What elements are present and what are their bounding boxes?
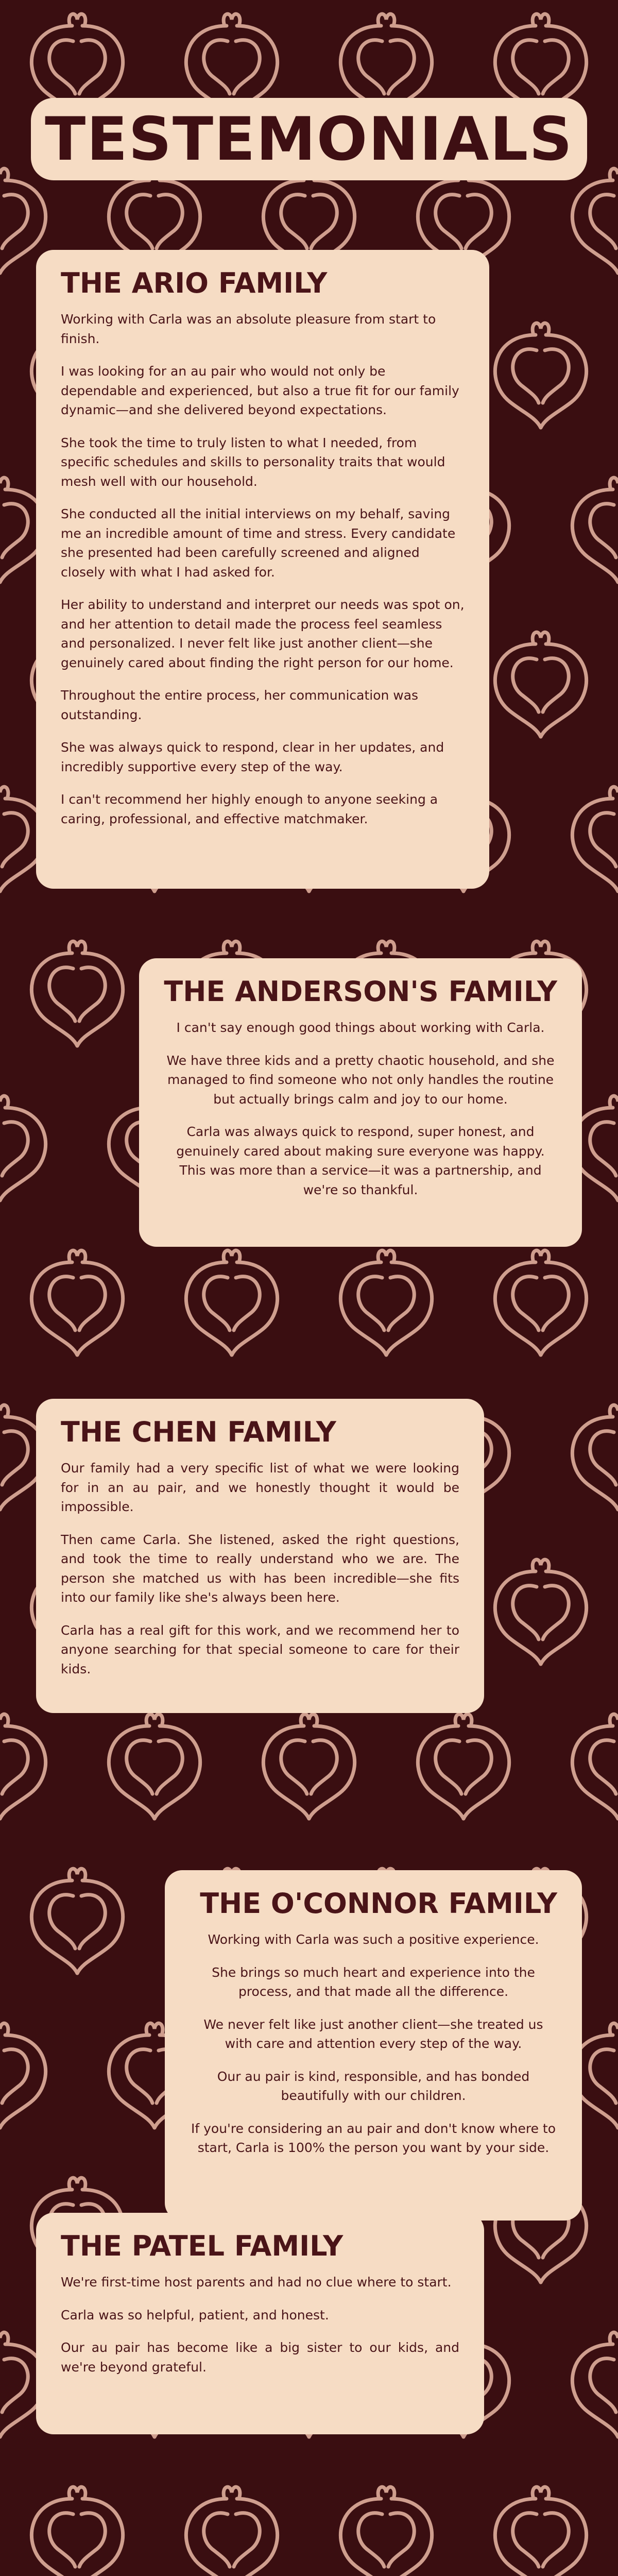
heart-motif-icon <box>572 1714 618 1819</box>
heart-motif-icon <box>186 1250 277 1355</box>
testimonial-card-patel <box>36 2213 484 2434</box>
testimonial-paragraph: Our au pair has become like a big sister to our kids, and we're beyond grateful. <box>61 2340 459 2375</box>
testimonial-card-oconnor <box>165 1870 582 2221</box>
testimonial-paragraph: Carla was always quick to respond, super honest, and genuinely cared about making sure everyone was happy. This was more than a service—it was a partnership, and we're so thankful. <box>176 1124 545 1197</box>
heart-motif-icon <box>340 1250 432 1355</box>
heart-motif-icon <box>31 941 123 1046</box>
testimonial-paragraph: She conducted all the initial interviews on my behalf, saving me an incredible amount of time and stress. Every candidate she presented had been carefully screened and aligned closely with what I had asked for. <box>61 506 456 580</box>
testimonial-paragraph: We're first-time host parents and had no clue where to start. <box>61 2275 452 2290</box>
heart-motif-icon <box>31 2487 123 2576</box>
testimonial-paragraph: She brings so much heart and experience into the process, and that made all the difference. <box>212 1964 535 1999</box>
testimonial-paragraph: I was looking for an au pair who would not only be dependable and experienced, but also a true fit for our family dynamic—and she delivered beyond expectations. <box>61 364 459 418</box>
heart-motif-icon <box>340 2487 432 2576</box>
testimonial-paragraph: We never felt like just another client—she treated us with care and attention every step of the way. <box>203 2016 543 2052</box>
testimonial-paragraph: Carla was so helpful, patient, and honest. <box>61 2307 329 2323</box>
testimonial-paragraph: She took the time to truly listen to what I needed, from specific schedules and skills to personality traits that would mesh well with our household. <box>61 435 445 489</box>
testimonial-paragraph: Throughout the entire process, her communication was outstanding. <box>61 688 419 722</box>
testimonial-card-chen <box>36 1399 484 1713</box>
family-name: THE O'CONNOR FAMILY <box>200 1887 557 1920</box>
heart-motif-icon <box>572 787 618 891</box>
heart-motif-icon <box>572 478 618 582</box>
family-name: THE ARIO FAMILY <box>61 267 328 299</box>
testimonial-paragraph: Our au pair is kind, responsible, and has bonded beautifully with our children. <box>217 2069 530 2104</box>
testimonial-paragraph: Her ability to understand and interpret our needs was spot on, and her attention to detail made the process feel seamless and personalized. I never felt like just another client—she genuinely cared about finding the right person for our home. <box>61 597 465 670</box>
family-name: THE ANDERSON'S FAMILY <box>164 975 557 1008</box>
page-title: TESTEMONIALS <box>45 104 573 174</box>
heart-motif-icon <box>495 323 586 428</box>
heart-motif-icon <box>186 2487 277 2576</box>
testimonial-paragraph: Carla has a real gift for this work, and we recommend her to anyone searching for that special someone to care for their kids. <box>61 1622 459 1676</box>
testimonial-paragraph: Our family had a very specific list of what we were looking for in an au pair, and we honestly thought it would be impossible. <box>61 1461 459 1515</box>
heart-motif-icon <box>418 1714 509 1819</box>
heart-motif-icon <box>572 2332 618 2437</box>
family-name: THE CHEN FAMILY <box>61 1416 336 1448</box>
testimonial-paragraph: I can't recommend her highly enough to anyone seeking a caring, professional, and effective matchmaker. <box>61 792 438 826</box>
testimonial-paragraph: If you're considering an au pair and don't know where to start, Carla is 100% the person you want by your side. <box>191 2121 556 2156</box>
heart-motif-icon <box>31 1250 123 1355</box>
family-name: THE PATEL FAMILY <box>61 2230 344 2262</box>
testimonial-paragraph: I can't say enough good things about working with Carla. <box>176 1020 545 1036</box>
heart-motif-icon <box>109 1714 200 1819</box>
heart-motif-icon <box>495 632 586 737</box>
heart-motif-icon <box>572 168 618 273</box>
testimonial-paragraph: We have three kids and a pretty chaotic household, and she managed to find someone who not only handles the routine but actually brings calm and joy to our home. <box>166 1053 555 1107</box>
testimonial-paragraph: Then came Carla. She listened, asked the right questions, and took the time to really understand who we are. The person she matched us with has been incredible—she fits into our family like she's always been here. <box>61 1532 459 1605</box>
heart-motif-icon <box>0 2023 46 2128</box>
title-banner <box>31 98 587 180</box>
heart-motif-icon <box>263 1714 354 1819</box>
heart-motif-icon <box>0 1096 46 1200</box>
heart-motif-icon <box>572 1405 618 1510</box>
testimonial-card-anderson <box>139 958 582 1247</box>
testimonial-card-ario <box>36 250 489 889</box>
heart-motif-icon <box>31 1869 123 1973</box>
heart-motif-icon <box>495 1250 586 1355</box>
testimonial-paragraph: Working with Carla was such a positive experience. <box>208 1932 539 1947</box>
testimonial-paragraph: She was always quick to respond, clear in her updates, and incredibly supportive every step of the way. <box>61 740 444 774</box>
heart-motif-icon <box>495 1560 586 1664</box>
testimonial-paragraph: Working with Carla was an absolute pleasure from start to finish. <box>61 312 436 346</box>
heart-motif-icon <box>495 2487 586 2576</box>
heart-motif-icon <box>0 1714 46 1819</box>
